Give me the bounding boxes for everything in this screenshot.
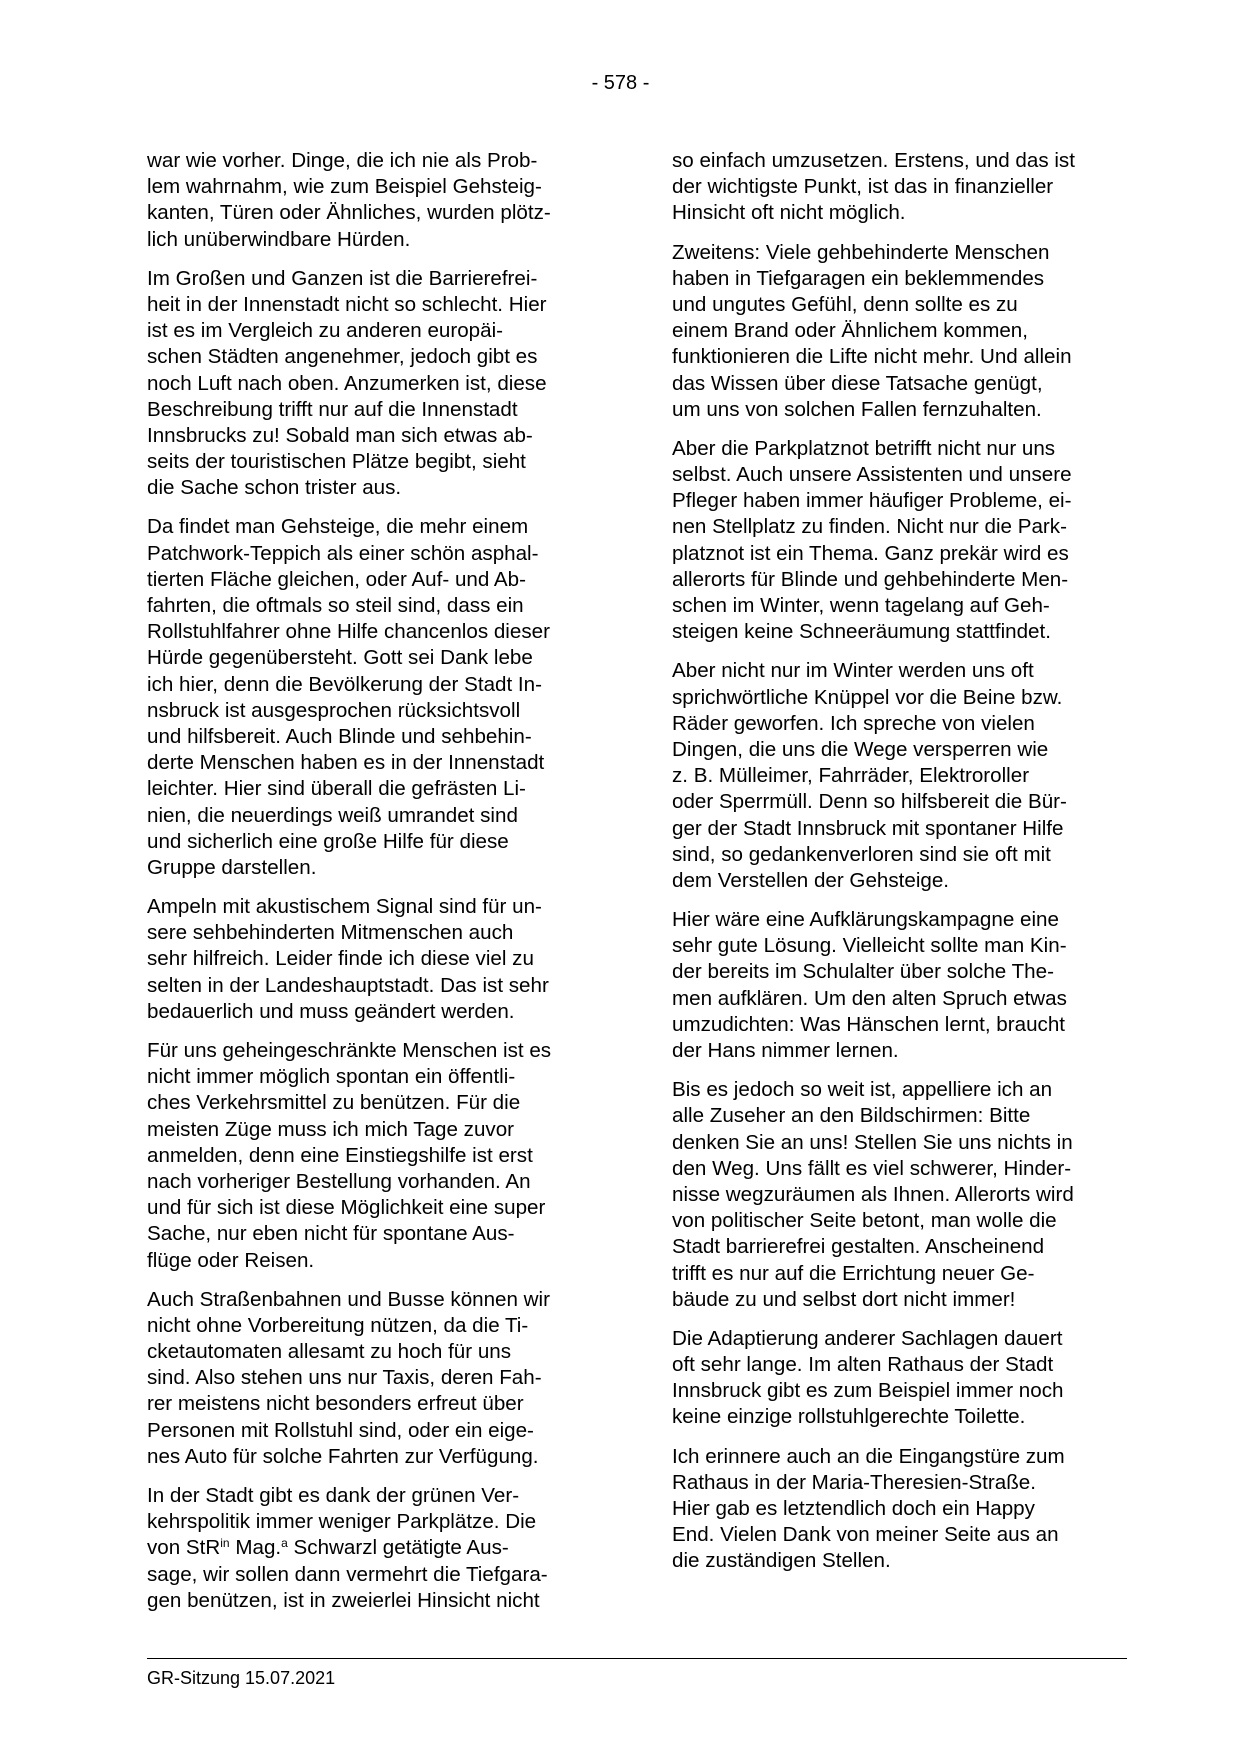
text-line: der wichtigste Punkt, ist das in finanzieller [672,175,1054,199]
text-line: derte Menschen haben es in der Innenstadt [147,751,545,775]
text-line: oft sehr lange. Im alten Rathaus der Stadt [672,1353,1054,1377]
text-line: und hilfsbereit. Auch Blinde und sehbehin- [147,724,532,748]
text-line: allerorts für Blinde und gehbehinderte Men- [672,567,1069,591]
text-line [147,1535,602,1561]
text-line: umzudichten: Was Hänschen lernt, braucht [672,1012,1066,1036]
text-line: Innsbruck gibt es zum Beispiel immer noch [672,1379,1064,1403]
text-line: Hier gab es letztendlich doch ein Happy [672,1497,1035,1520]
text-line: schen Städten angenehmer, jedoch gibt es [147,345,538,369]
page-number: - 578 - [591,72,650,94]
text-line: men aufklären. Um den alten Spruch etwas [672,986,1067,1010]
text-line: Rollstuhlfahrer ohne Hilfe chancenlos dieser [147,620,550,644]
text-line: platznot ist ein Thema. Ganz prekär wird es [672,541,1069,565]
text-fragment: von StR [147,1536,221,1560]
superscript: a [281,1536,288,1551]
text-line: nsbruck ist ausgesprochen rücksichtsvoll [147,698,521,722]
footer-divider [147,1658,1127,1659]
text-line: bedauerlich und muss geändert werden. [147,999,515,1023]
left-column [147,148,602,1627]
text-line: und ungutes Gefühl, denn sollte es zu [672,292,1018,316]
text-line: ist es im Vergleich zu anderen europäi- [147,319,504,343]
text-line: z. B. Mülleimer, Fahrräder, Elektroroller [672,764,1030,788]
text-line: nicht ohne Vorbereitung nützen, da die Ti- [147,1313,529,1337]
paragraph [147,894,602,1025]
text-line: Stadt barrierefrei gestalten. Anscheinend [672,1235,1045,1259]
text-line: um uns von solchen Fallen fernzuhalten. [672,397,1042,421]
text-line: ger der Stadt Innsbruck mit spontaner Hilfe [672,816,1064,840]
text-line: sind. Also stehen uns nur Taxis, deren Fah- [147,1366,542,1390]
text-line: ich hier, denn die Bevölkerung der Stadt In- [147,672,542,696]
paragraph [147,148,602,253]
text-line: Aber die Parkplatznot betrifft nicht nur uns [672,436,1056,460]
paragraph [147,514,602,881]
text-line: keine einzige rollstuhlgerechte Toilette. [672,1405,1026,1429]
text-line: Hinsicht oft nicht möglich. [672,201,906,225]
text-line: Räder geworfen. Ich spreche von vielen [672,711,1035,735]
text-line: Hürde gegenübersteht. Gott sei Dank lebe [147,646,533,670]
text-line: selten in der Landeshauptstadt. Das ist sehr [147,973,549,997]
text-line: von politischer Seite betont, man wolle die [672,1209,1057,1233]
text-line: meisten Züge muss ich mich Tage zuvor [147,1117,515,1141]
text-line: selbst. Auch unsere Assistenten und unsere [672,463,1072,487]
text-line: ches Verkehrsmittel zu benützen. Für die [147,1091,521,1115]
superscript: in [220,1536,230,1551]
paragraph [672,148,1132,227]
text-line: Auch Straßenbahnen und Busse können wir [147,1287,550,1311]
text-line: Ampeln mit akustischem Signal sind für un- [147,895,542,919]
paragraph [147,1038,602,1274]
text-line: sehr hilfreich. Leider finde ich diese viel zu [147,947,534,971]
text-line: sehr gute Lösung. Vielleicht sollte man Kin- [672,934,1067,958]
text-line: bäude zu und selbst dort nicht immer! [672,1287,1016,1311]
text-line: Für uns geheingeschränkte Menschen ist es [147,1039,552,1062]
text-line: noch Luft nach oben. Anzumerken ist, diese [147,371,547,395]
text-line: sere sehbehinderten Mitmenschen auch [147,921,514,945]
paragraph [672,1444,1132,1575]
text-line: war wie vorher. Dinge, die ich nie als Prob- [147,149,538,172]
text-line: schen im Winter, wenn tagelang auf Geh- [672,594,1050,617]
paragraph [672,1326,1132,1431]
text-line: Rathaus in der Maria-Theresien-Straße. [672,1470,1036,1494]
paragraph [147,266,602,502]
text-line: den Weg. Uns fällt es viel schwerer, Hinder- [672,1156,1072,1180]
right-column [672,148,1132,1588]
text-line: cketautomaten allesamt zu hoch für uns [147,1340,512,1364]
text-line: Ich erinnere auch an die Eingangstüre zum [672,1444,1065,1468]
paragraph [672,240,1132,423]
text-line: sind, so gedankenverloren sind sie oft mit [672,842,1051,866]
text-line: haben in Tiefgaragen ein beklemmendes [672,266,1045,290]
text-line: Da findet man Gehsteige, die mehr einem [147,515,529,539]
text-fragment: Schwarzl getätigte Aus- [287,1536,509,1560]
text-line: heit in der Innenstadt nicht so schlecht. Hier [147,292,547,316]
text-line: nen Stellplatz zu finden. Nicht nur die Park- [672,515,1067,539]
text-line: Sache, nur eben nicht für spontane Aus- [147,1222,515,1246]
text-line: dem Verstellen der Gehsteige. [672,868,950,892]
text-line: der bereits im Schulalter über solche The- [672,960,1054,984]
text-line: nicht immer möglich spontan ein öffentli- [147,1065,516,1089]
text-line: Zweitens: Viele gehbehinderte Menschen [672,240,1050,264]
paragraph [672,907,1132,1064]
text-line: die Sache schon trister aus. [147,476,402,500]
paragraph [672,658,1132,894]
paragraph [147,1483,602,1614]
text-line: In der Stadt gibt es dank der grünen Ver- [147,1484,520,1507]
text-line: anmelden, denn eine Einstiegshilfe ist erst [147,1143,533,1167]
text-line: das Wissen über diese Tatsache genügt, [672,371,1043,395]
text-line: so einfach umzusetzen. Erstens, und das ist [672,149,1075,172]
text-line: Bis es jedoch so weit ist, appelliere ich an [672,1078,1053,1102]
text-line: lem wahrnahm, wie zum Beispiel Gehsteig- [147,175,542,199]
text-line: und für sich ist diese Möglichkeit eine super [147,1196,546,1220]
text-line: alle Zuseher an den Bildschirmen: Bitte [672,1104,1031,1128]
text-line: Dingen, die uns die Wege versperren wie [672,737,1049,761]
paragraph [147,1287,602,1470]
text-line: Gruppe darstellen. [147,855,317,879]
text-line: der Hans nimmer lernen. [672,1039,899,1062]
text-line: steigen keine Schneeräumung stattfindet. [672,620,1051,644]
text-line: kanten, Türen oder Ähnliches, wurden plötz- [147,201,551,225]
text-line: trifft es nur auf die Errichtung neuer Ge- [672,1261,1035,1285]
text-line: lich unüberwindbare Hürden. [147,227,411,251]
text-line: die zuständigen Stellen. [672,1549,891,1573]
text-fragment: Mag. [229,1536,282,1560]
text-line: einem Brand oder Ähnlichem kommen, [672,319,1028,343]
text-line: Pfleger haben immer häufiger Probleme, ei- [672,489,1072,513]
text-line: Aber nicht nur im Winter werden uns oft [672,659,1034,683]
text-line: und sicherlich eine große Hilfe für diese [147,829,509,853]
text-line: End. Vielen Dank von meiner Seite aus an [672,1523,1059,1547]
text-line: leichter. Hier sind überall die gefrästen Li- [147,777,526,801]
text-line: funktionieren die Lifte nicht mehr. Und allein [672,345,1072,369]
text-line: Innsbrucks zu! Sobald man sich etwas ab- [147,423,533,447]
text-line: nach vorheriger Bestellung vorhanden. An [147,1169,531,1193]
footer-text: GR-Sitzung 15.07.2021 [147,1668,336,1688]
text-line: Beschreibung trifft nur auf die Innenstadt [147,397,518,421]
text-line: flüge oder Reisen. [147,1248,315,1272]
text-line: kehrspolitik immer weniger Parkplätze. Die [147,1510,537,1534]
text-line: gen benützen, ist in zweierlei Hinsicht nicht [147,1588,540,1612]
text-line: nisse wegzuräumen als Ihnen. Allerorts wird [672,1182,1074,1206]
paragraph [672,1077,1132,1313]
text-line: nien, die neuerdings weiß umrandet sind [147,803,518,827]
text-line: Die Adaptierung anderer Sachlagen dauert [672,1326,1063,1350]
text-line: rer meistens nicht besonders erfreut über [147,1392,524,1416]
text-line: Hier wäre eine Aufklärungskampagne eine [672,908,1059,932]
paragraph [672,436,1132,646]
text-line: Personen mit Rollstuhl sind, oder ein eige- [147,1418,534,1442]
text-line: Im Großen und Ganzen ist die Barrierefrei- [147,266,538,290]
text-line: denken Sie an uns! Stellen Sie uns nichts in [672,1130,1073,1154]
text-line: tierten Fläche gleichen, oder Auf- und Ab- [147,567,526,591]
text-line: sprichwörtliche Knüppel vor die Beine bzw. [672,685,1063,709]
text-line: fahrten, die oftmals so steil sind, dass ein [147,594,524,617]
text-line: Patchwork-Teppich als einer schön asphal- [147,541,539,565]
text-line: seits der touristischen Plätze begibt, sieht [147,450,526,474]
text-line: nes Auto für solche Fahrten zur Verfügung. [147,1444,539,1468]
text-line: sage, wir sollen dann vermehrt die Tiefgara- [147,1562,548,1586]
text-line: oder Sperrmüll. Denn so hilfsbereit die Bür- [672,790,1067,814]
